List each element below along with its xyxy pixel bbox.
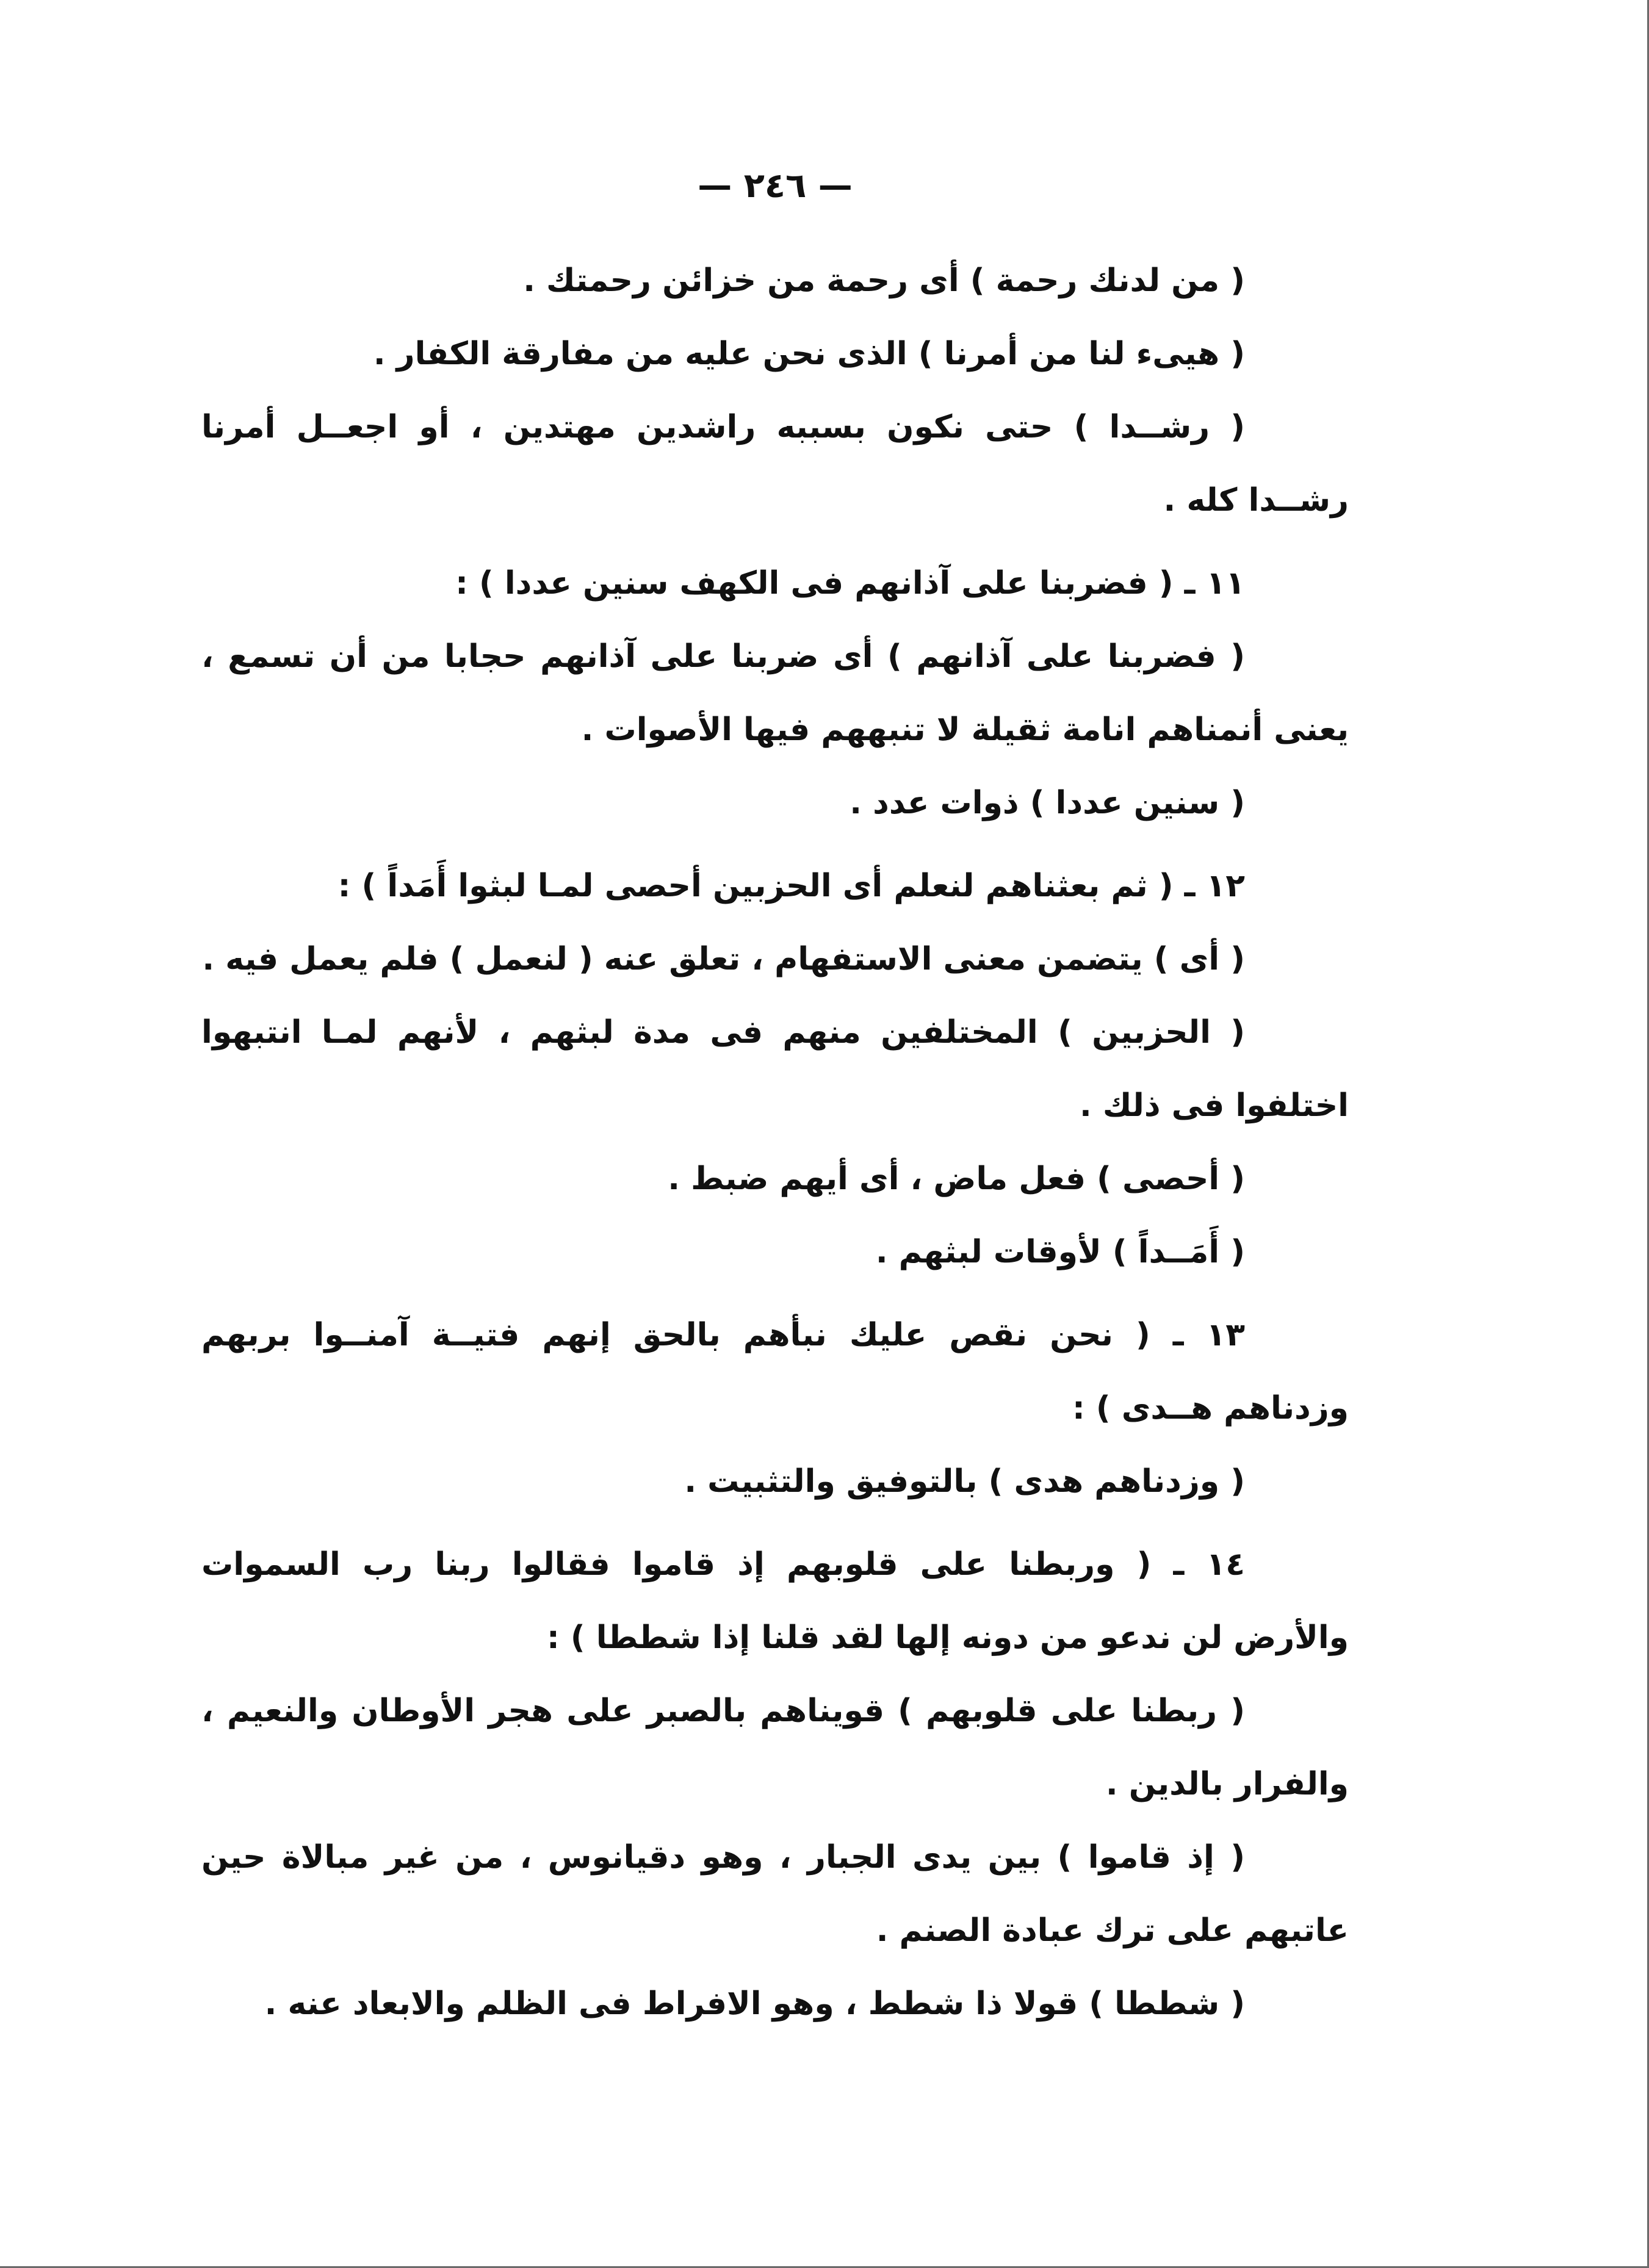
paragraph-gloss-12: ( إذ قاموا ) بين يدى الجبار ، وهو دقيانوس ، من غير مبالاة حين عاتبهم على ترك عبادة الصنم . xyxy=(201,1839,1349,1949)
paragraph-gloss-13: ( شططا ) قولا ذا شطط ، وهو الافراط فى الظلم والابعاد عنه . xyxy=(264,1985,1245,2022)
page-text xyxy=(201,156,1349,2040)
paragraph-gloss-9: ( أَمَــداً ) لأوقات لبثهم . xyxy=(875,1234,1245,1270)
paragraph-gloss-11: ( ربطنا على قلوبهم ) قويناهم بالصبر على هجر الأوطان والنعيم ، والفرار بالدين . xyxy=(201,1693,1349,1802)
paragraph-gloss-5: ( سنين عددا ) ذوات عدد . xyxy=(850,785,1245,821)
paragraph-gloss-10: ( وزدناهم هدى ) بالتوفيق والتثبيت . xyxy=(684,1463,1245,1500)
paragraph-gloss-6: ( أى ) يتضمن معنى الاستفهام ، تعلق عنه ( لنعمل ) فلم يعمل فيه . xyxy=(202,941,1245,977)
page-number: — ٢٤٦ — xyxy=(698,166,853,206)
verse-14: ١٤ ـ ( وربطنا على قلوبهم إذ قاموا فقالوا ربنا رب السموات والأرض لن ندعو من دونه إلها لقد قلنا إذا شططا ) : xyxy=(201,1546,1349,1656)
verse-12: ١٢ ـ ( ثم بعثناهم لنعلم أى الحزبين أحصى لمـا لبثوا أَمَداً ) : xyxy=(337,868,1245,904)
paragraph-gloss-1: ( من لدنك رحمة ) أى رحمة من خزائن رحمتك . xyxy=(523,262,1245,299)
verse-13: ١٣ ـ ( نحن نقص عليك نبأهم بالحق إنهم فتيــة آمنــوا بربهم وزدناهم هــدى ) : xyxy=(201,1317,1349,1427)
paragraph-gloss-8: ( أحصى ) فعل ماض ، أى أيهم ضبط . xyxy=(668,1161,1245,1197)
paragraph-gloss-7: ( الحزبين ) المختلفين منهم فى مدة لبثهم ، لأنهم لمـا انتبهوا اختلفوا فى ذلك . xyxy=(201,1014,1349,1124)
paragraph-gloss-2: ( هيىء لنا من أمرنا ) الذى نحن عليه من مفارقة الكفار . xyxy=(373,336,1245,372)
paragraph-gloss-3: ( رشــدا ) حتى نكون بسببه راشدين مهتدين ، أو اجعــل أمرنا رشــدا كله . xyxy=(201,409,1349,519)
paragraph-gloss-4: ( فضربنا على آذانهم ) أى ضربنا على آذانهم حجابا من أن تسمع ، يعنى أنمناهم انامة ثقيلة لا تنبههم فيها الأصوات . xyxy=(201,638,1349,748)
verse-11: ١١ ـ ( فضربنا على آذانهم فى الكهف سنين عددا ) : xyxy=(455,565,1245,602)
